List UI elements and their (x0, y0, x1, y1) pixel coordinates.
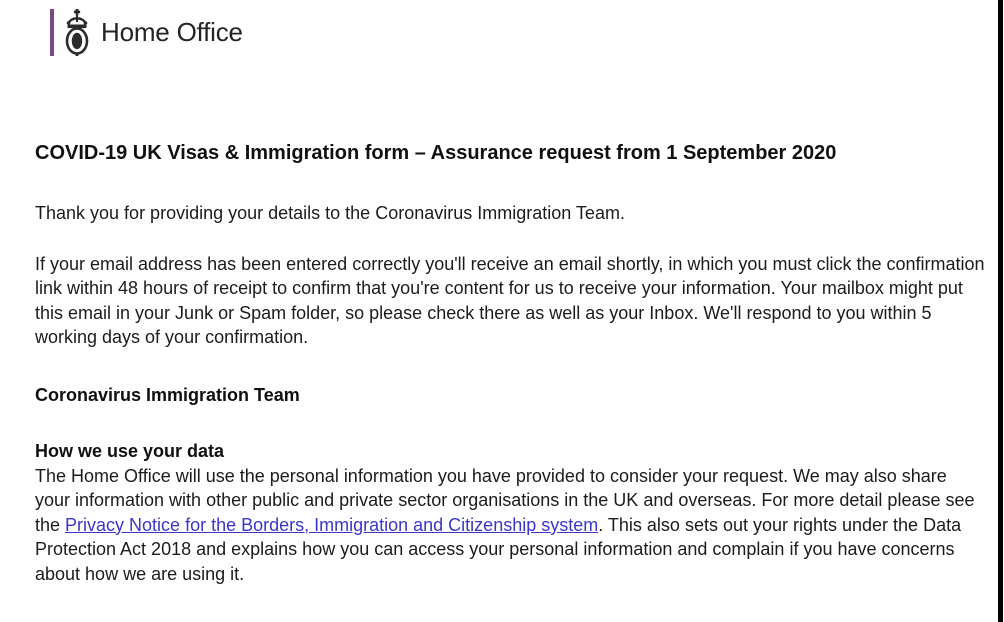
privacy-notice-link[interactable]: Privacy Notice for the Borders, Immigration and Citizenship system (65, 514, 599, 535)
confirmation-paragraph: If your email address has been entered correctly you'll receive an email shortly, in which you must click the confirmation link within 48 hours of receipt to confirm that you're content for us to receive your information. Your mailbox might put this email in your Junk or Spam folder, so please check there as well as your Inbox. We'll respond to you within 5 working days of your confirmation. (35, 253, 985, 347)
team-heading: Coronavirus Immigration Team (35, 384, 300, 405)
royal-crest-icon (62, 9, 92, 56)
intro-paragraph: Thank you for providing your details to the Coronavirus Immigration Team. (35, 203, 625, 223)
logo-department-name: Home Office (101, 17, 243, 47)
logo-accent-bar (50, 9, 54, 56)
data-use-text-after-link: . This also sets out your rights under the Data Protection Act 2018 and explains how you can access your personal information and complain if you have concerns about how we are using it. (35, 514, 962, 584)
data-use-heading: How we use your data (35, 441, 225, 461)
data-use-paragraph (35, 464, 985, 587)
window-edge-bar (998, 0, 1003, 622)
page-title: COVID-19 UK Visas & Immigration form – Assurance request from 1 September 2020 (35, 142, 837, 164)
home-office-logo (50, 9, 243, 56)
data-use-text-before-link: The Home Office will use the personal information you have provided to consider your request. We may also share your information with other public and private sector organisations in the UK and overseas. For more detail please see the (35, 465, 975, 535)
email-body (35, 141, 985, 586)
